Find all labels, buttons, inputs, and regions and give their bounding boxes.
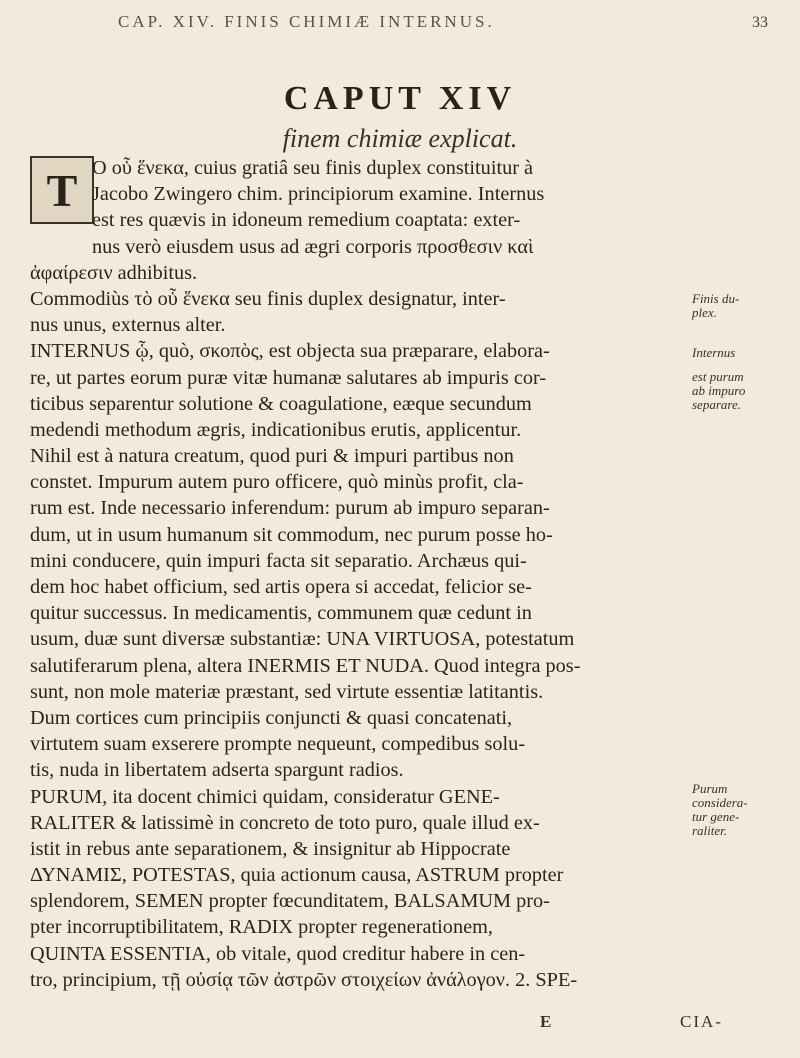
text-line: INTERNUS ᾧ, quò, σκοπὸς, est objecta sua præparare, elabora-: [30, 340, 550, 363]
text-line: ΔΥΝΑΜΙΣ, POTESTAS, quia actionum causa, ASTRUM propter: [30, 864, 564, 887]
text-line: constet. Impurum autem puro officere, quò minùs profit, cla-: [30, 471, 524, 494]
text-line: nus unus, externus alter.: [30, 314, 226, 337]
text-line: rum est. Inde necessario inferendum: purum ab impuro separan-: [30, 497, 550, 520]
text-line: tro, principium, τῇ οὐσίᾳ τῶν ἀστρῶν στοιχείων ἀνάλογον. 2. SPE-: [30, 968, 578, 991]
text-line: quitur successus. In medicamentis, communem quæ cedunt in: [30, 602, 532, 625]
text-line: O οὗ ἕνεκα, cuius gratiâ seu finis duplex constituitur à: [92, 157, 534, 179]
text-line: tis, nuda in libertatem adserta spargunt radios.: [30, 759, 404, 782]
text-line: Nihil est à natura creatum, quod puri & impuri partibus non: [30, 445, 514, 468]
page-footer: [500, 1012, 780, 1034]
margin-note: Finis du- plex.: [692, 291, 740, 320]
text-line: medendi methodum ægris, indicationibus erutis, applicentur.: [30, 418, 522, 441]
text-line: Jacobo Zwingero chim. principiorum examine. Internus: [92, 183, 545, 206]
decorated-initial-letter: T: [30, 156, 94, 224]
text-line: Dum cortices cum principiis conjuncti & quasi concatenati,: [30, 706, 513, 729]
text-line: re, ut partes eorum puræ vitæ humanæ salutares ab impuris cor-: [30, 366, 547, 389]
text-line: PURUM, ita docent chimici quidam, consideratur GENE-: [30, 785, 500, 808]
text-line: ἀφαίρεσιν adhibitus.: [30, 261, 198, 284]
chapter-title: CAPUT XIV: [283, 80, 517, 117]
catchword: CIA-: [680, 1012, 723, 1031]
text-line: est res quævis in idoneum remedium coaptata: exter-: [92, 209, 521, 232]
text-line: virtutem suam exserere prompte nequeunt, compedibus solu-: [30, 733, 526, 756]
margin-note: Internus: [692, 345, 736, 360]
text-line: usum, duæ sunt diversæ substantiæ: UNA VIRTUOSA, potestatum: [30, 628, 575, 651]
running-head: CAP. XIV. FINIS CHIMIÆ INTERNUS.: [118, 12, 495, 31]
text-line: Commodiùs τὸ οὗ ἕνεκα seu finis duplex designatur, inter-: [30, 287, 506, 310]
signature-mark: E: [540, 1012, 552, 1031]
text-line: QUINTA ESSENTIA, ob vitale, quod creditur habere in cen-: [30, 942, 526, 965]
text-line: pter incorruptibilitatem, RADIX propter regenerationem,: [30, 916, 493, 939]
margin-note: Purum considera- tur gene- raliter.: [692, 781, 748, 838]
chapter-subtitle: finem chimiæ explicat.: [282, 124, 518, 153]
text-line: RALITER & latissimè in concreto de toto puro, quale illud ex-: [30, 811, 540, 834]
margin-note: est purum ab impuro separare.: [692, 369, 746, 412]
text-line: splendorem, SEMEN propter fœcunditatem, BALSAMUM pro-: [30, 890, 550, 913]
text-line: salutiferarum plena, altera INERMIS ET NUDA. Quod integra pos-: [30, 654, 581, 677]
text-line: dem hoc habet officium, sed artis opera si accedat, felicior se-: [30, 576, 532, 598]
page-number: 33: [752, 14, 768, 31]
text-line: nus verò eiusdem usus ad ægri corporis προσθεσιν καὶ: [92, 235, 534, 258]
text-line: mini conducere, quin impuri facta sit separatio. Archæus qui-: [30, 549, 527, 572]
text-line: istit in rebus ante separationem, & insignitur ab Hippocrate: [30, 837, 511, 860]
text-line: ticibus separentur solutione & coagulatione, eæque secundum: [30, 392, 532, 415]
body-text: [30, 155, 686, 993]
text-line: sunt, non mole materiæ præstant, sed virtute essentiæ latitantis.: [30, 680, 544, 703]
text-line: dum, ut in usum humanum sit commodum, nec purum posse ho-: [30, 523, 553, 546]
